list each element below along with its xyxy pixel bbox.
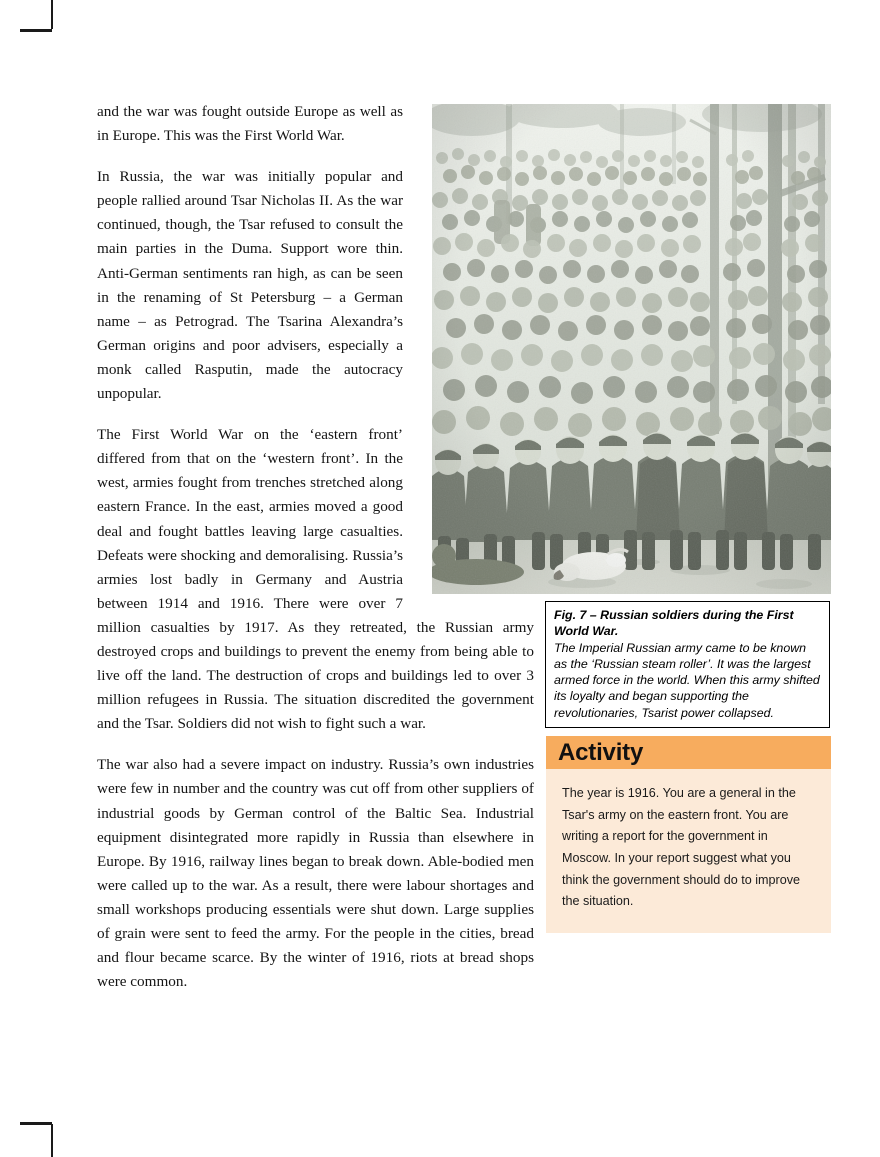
activity-header — [546, 736, 831, 769]
crop-mark-bottom-left-vertical — [51, 1124, 53, 1157]
soldiers-photo-illustration — [432, 104, 831, 594]
figure-caption-box — [545, 601, 830, 728]
body-paragraph-1: and the war was fought outside Europe as well as in Europe. This was the First World War. — [97, 103, 403, 145]
activity-body — [546, 769, 831, 933]
body-paragraph-4: The war also had a severe impact on industry. Russia’s own industries were few in number and the country was cut off from other suppliers of industrial goods by German control of the Baltic Sea. Industrial equipment disintegrated more rapidly in Russia than elsewhere in Europe. By 1916, railway lines began to break down. Able-bodied men were called up to the war. As a result, there were labour shortages and small workshops producing essentials were shut down. Large supplies of grain were sent to feed the army. For the people in the cities, bread and flour became scarce. By the winter of 1916, riots at bread shops were common. — [97, 756, 534, 991]
activity-heading: Activity — [558, 738, 644, 766]
figure-photograph — [432, 104, 831, 594]
figure-caption-body: The Imperial Russian army came to be known as the ‘Russian steam roller’. It was the largest armed force in the world. When this army shifted its loyalty and began supporting the revolutionaries, Tsarist power collapsed. — [554, 641, 820, 720]
activity-box — [546, 736, 831, 933]
crop-mark-top-left-vertical — [51, 0, 53, 29]
crop-mark-top-left-horizontal — [20, 29, 52, 32]
body-paragraph-2: In Russia, the war was initially popular and people rallied around Tsar Nicholas II. As the war continued, though, the Tsar refused to consult the main parties in the Duma. Support wore thin. Anti-German sentiments ran high, as can be seen in the renaming of St Petersburg – a German name – as Petrograd. The Tsarina Alexandra’s German origins and poor advisers, especially a monk called Rasputin, made the autocracy unpopular. — [97, 168, 403, 403]
crop-mark-bottom-left-horizontal — [20, 1122, 52, 1125]
figure-caption-title: Fig. 7 – Russian soldiers during the First World War. — [554, 608, 794, 638]
body-paragraph-3: The First World War on the ‘eastern front’ differed from that on the ‘western front’. In the west, armies fought from trenches stretched along eastern France. In the east, armies moved a good deal and fought battles leaving large casualties. Defeats were shocking and demoralising. Russia’s armies lost badly in Germany and Austria between 1914 and 1916. There were over 7 million casualties by 1917. As they retreated, the Russian army destroyed crops and buildings to prevent the enemy from being able to live off the land. The destruction of crops and buildings led to over 3 million refugees in Russia. The situation discredited the government and the Tsar. Soldiers did not wish to fight such a war. — [97, 426, 534, 733]
activity-text: The year is 1916. You are a general in the Tsar's army on the eastern front. You are writing a report for the government in Moscow. In your report suggest what you think the government should do to improve the situation. — [562, 786, 801, 909]
